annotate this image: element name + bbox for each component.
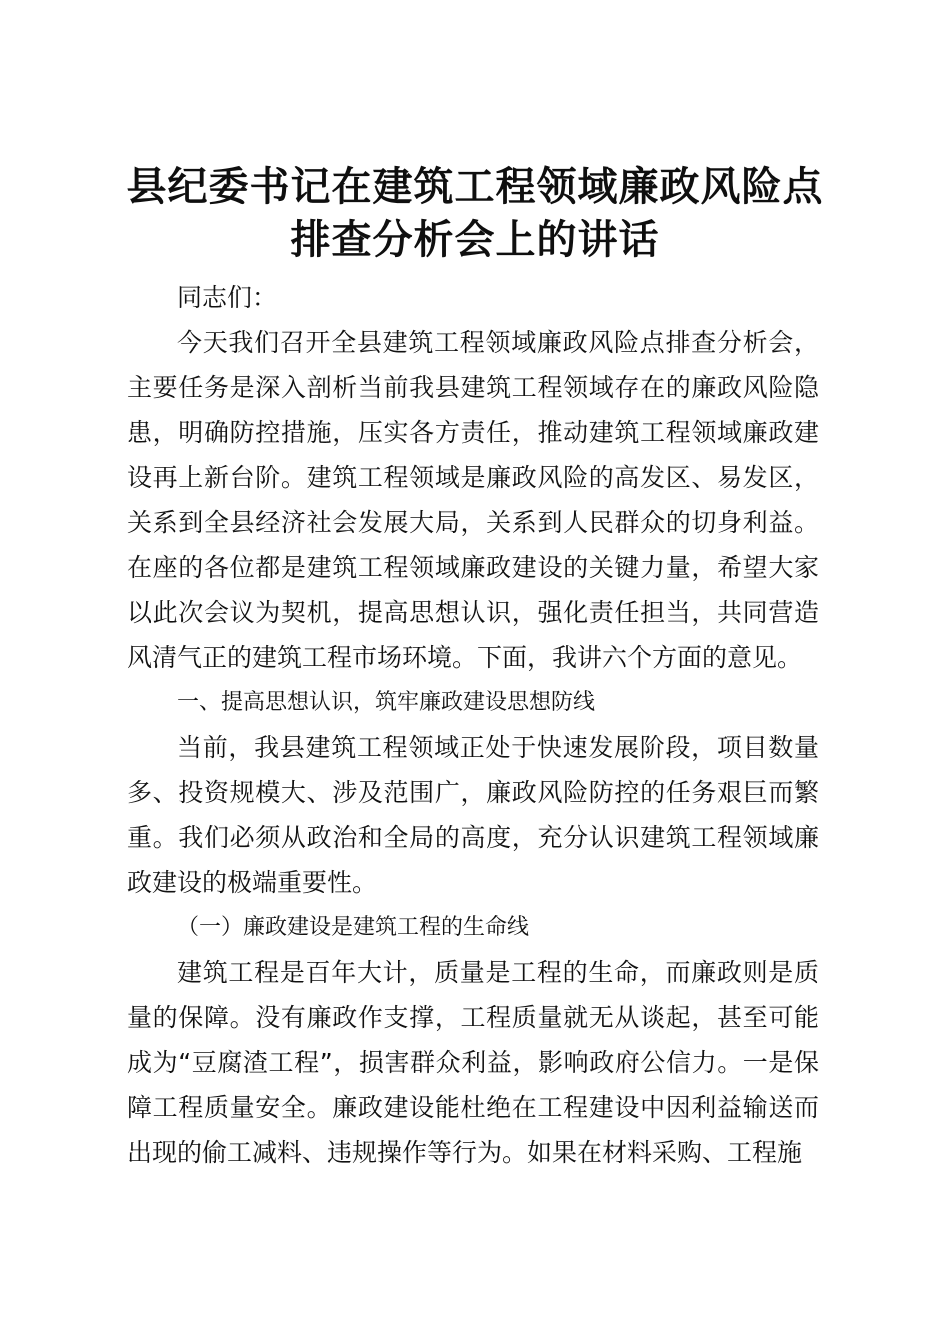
- paragraph-section-1: 当前，我县建筑工程领域正处于快速发展阶段，项目数量多、投资规模大、涉及范围广，廉政风险防控的任务艰巨而繁重。我们必须从政治和全局的高度，充分认识建筑工程领域廉政建设的极端重要性。: [127, 733, 819, 897]
- salutation: 同志们：: [177, 283, 278, 312]
- subsection-heading-1: （一）廉政建设是建筑工程的生命线: [177, 915, 530, 940]
- document-body: [127, 275, 819, 1175]
- section-heading-1: 一、提高思想认识，筑牢廉政建设思想防线: [177, 690, 596, 715]
- paragraph-subsection-1: 建筑工程是百年大计，质量是工程的生命，而廉政则是质量的保障。没有廉政作支撑，工程质量就无从谈起，甚至可能成为“豆腐渣工程”，损害群众利益，影响政府公信力。一是保障工程质量安全。廉政建设能杜绝在工程建设中因利益输送而出现的偷工减料、违规操作等行为。如果在材料采购、工程施: [127, 958, 819, 1167]
- paragraph-intro: 今天我们召开全县建筑工程领域廉政风险点排查分析会，主要任务是深入剖析当前我县建筑工程领域存在的廉政风险隐患，明确防控措施，压实各方责任，推动建筑工程领域廉政建设再上新台阶。建筑工程领域是廉政风险的高发区、易发区，关系到全县经济社会发展大局，关系到人民群众的切身利益。在座的各位都是建筑工程领域廉政建设的关键力量，希望大家以此次会议为契机，提高思想认识，强化责任担当，共同营造风清气正的建筑工程市场环境。下面，我讲六个方面的意见。: [127, 328, 819, 672]
- title-line-2: 排查分析会上的讲话: [290, 216, 660, 263]
- title-line-1: 县纪委书记在建筑工程领域廉政风险点: [126, 163, 824, 210]
- document-title: [90, 160, 860, 266]
